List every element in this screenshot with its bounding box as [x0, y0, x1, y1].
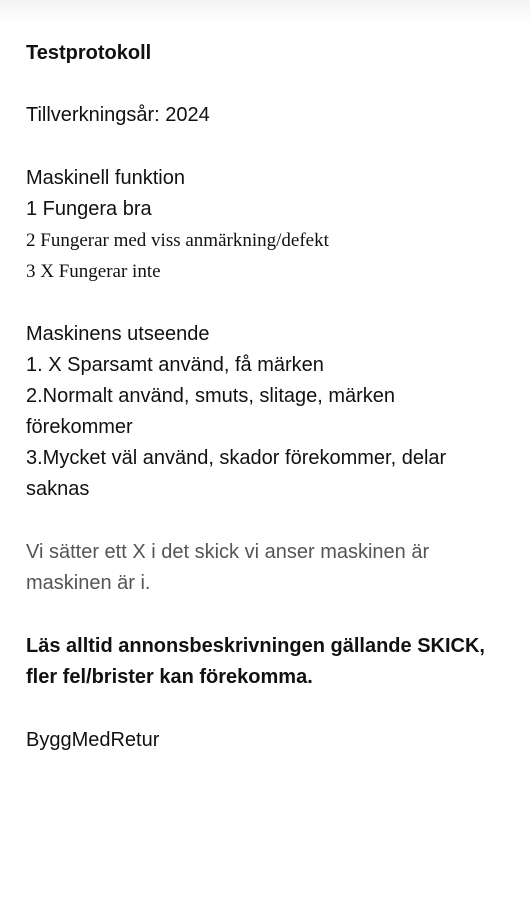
manufacture-year: Tillverkningsår: 2024: [26, 104, 210, 126]
top-fade: [0, 0, 530, 24]
spacer: [26, 599, 506, 631]
appearance-item-1: 1. X Sparsamt använd, få märken: [26, 354, 324, 376]
spacer: [26, 131, 506, 163]
spacer: [26, 505, 506, 537]
function-heading: Maskinell funktion: [26, 167, 185, 189]
appearance-heading: Maskinens utseende: [26, 323, 210, 345]
document-title: Testprotokoll: [26, 42, 152, 64]
function-item-3: 3 X Fungerar inte: [26, 261, 161, 282]
condition-warning: Läs alltid annonsbeskrivningen gällande SKICK, fler fel/brister kan förekomma.: [26, 635, 485, 688]
marking-note: Vi sätter ett X i det skick vi anser maskinen är maskinen är i.: [26, 541, 430, 594]
function-item-2: 2 Fungerar med viss anmärkning/defekt: [26, 230, 329, 251]
document-body: [26, 38, 506, 756]
appearance-item-2: 2.Normalt använd, smuts, slitage, märken förekommer: [26, 385, 396, 438]
spacer: [26, 287, 506, 319]
spacer: [26, 68, 506, 100]
function-item-1: 1 Fungera bra: [26, 198, 152, 220]
spacer: [26, 693, 506, 725]
appearance-item-3: 3.Mycket väl använd, skador förekommer, delar saknas: [26, 447, 447, 500]
signature: ByggMedRetur: [26, 729, 160, 751]
